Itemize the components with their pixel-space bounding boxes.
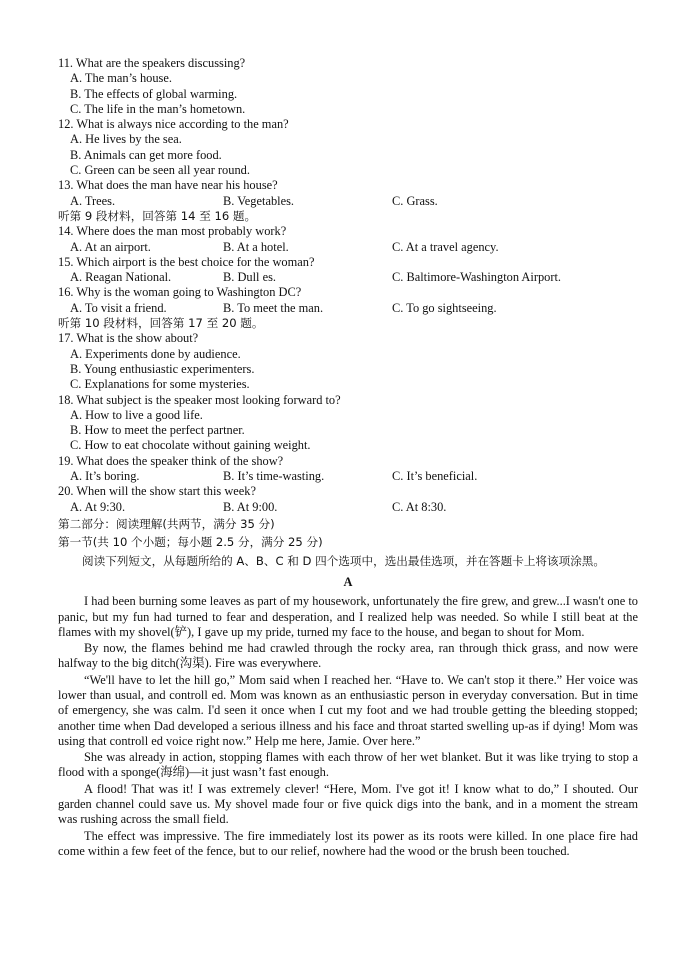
answer-option: A. How to live a good life. <box>70 407 203 422</box>
question-stem: 14. Where does the man most probably work? <box>58 224 287 239</box>
answer-option: C. At 8:30. <box>392 499 447 514</box>
question-stem: 11. What are the speakers discussing? <box>58 56 246 70</box>
question-stem: 12. What is always nice according to the man? <box>58 117 289 132</box>
passage-paragraph: “We'll have to let the hill go,” Mom said when I reached her. “Have to. We can't stop it there.” Her voice was lower than usual, and controll ed. Mom was known as an enthusiastic person in everyday conversation. But in time of emergency, she was calm. I'd seen it once when I cut my foot and we had trouble getting the bleeding stopped; another time when Dad developed a serious illness and his face and throat started swelling up-as if dying! Mom was using that controll ed voice right now.” Help me here, Jamie. Over here.” <box>58 672 638 748</box>
answer-option: C. To go sightseeing. <box>392 300 497 315</box>
answer-option: C. It’s beneficial. <box>392 469 478 484</box>
passage-paragraph: She was already in action, stopping flames with each throw of her wet blanket. But it was like trying to stop a flood with a sponge(海绵)—it just wasn’t fast enough. <box>58 750 638 780</box>
answer-option: B. To meet the man. <box>223 300 324 315</box>
answer-option: C. How to eat chocolate without gaining weight. <box>70 438 311 453</box>
answer-option: C. At a travel agency. <box>392 239 499 254</box>
answer-option: C. Explanations for some mysteries. <box>70 377 250 392</box>
answer-option: A. He lives by the sea. <box>70 132 182 147</box>
option-row <box>58 301 638 316</box>
part2-heading: 第二部分：阅读理解(共两节，满分 35 分) <box>58 516 275 531</box>
question-stem: 13. What does the man have near his house? <box>58 178 278 193</box>
question-stem: 18. What subject is the speaker most looking forward to? <box>58 392 341 407</box>
answer-option: A. At an airport. <box>70 239 151 254</box>
answer-option: B. It’s time-wasting. <box>223 469 325 484</box>
question-stem: 20. When will the show start this week? <box>58 484 256 499</box>
passage-paragraph: The effect was impressive. The fire immediately lost its power as its roots were killed. In one place fire had come within a few feet of the fence, but to our relief, nowhere had the wood or the brush been touched. <box>58 828 638 858</box>
answer-option: B. At a hotel. <box>223 239 289 254</box>
answer-option: A. To visit a friend. <box>70 300 167 315</box>
answer-option: A. Trees. <box>70 193 116 208</box>
answer-option: B. How to meet the perfect partner. <box>70 423 245 438</box>
answer-option: A. Reagan National. <box>70 270 172 285</box>
option-row <box>58 270 638 285</box>
option-row <box>58 194 638 209</box>
passage-title: A <box>343 574 353 589</box>
option-row <box>58 469 638 484</box>
question-stem: 17. What is the show about? <box>58 331 199 346</box>
reading-instructions: 阅读下列短文，从每题所给的 A、B、C 和 D 四个选项中，选出最佳选项，并在答题卡上将该项涂黑。 <box>82 553 605 568</box>
answer-option: B. Vegetables. <box>223 193 295 208</box>
question-stem: 19. What does the speaker think of the show? <box>58 453 284 468</box>
option-row <box>58 240 638 255</box>
listening-questions <box>58 56 638 515</box>
answer-option: B. Dull es. <box>223 270 277 285</box>
option-row <box>58 500 638 515</box>
answer-option: A. At 9:30. <box>70 499 126 514</box>
content-block <box>58 56 638 860</box>
answer-option: C. Grass. <box>392 193 438 208</box>
answer-option: C. Green can be seen all year round. <box>70 163 250 178</box>
listening-section-instruction: 听第 9 段材料，回答第 14 至 16 题。 <box>58 208 257 223</box>
section1-heading: 第一节(共 10 个小题；每小题 2.5 分，满分 25 分) <box>58 534 323 549</box>
listening-section-instruction: 听第 10 段材料，回答第 17 至 20 题。 <box>58 316 264 331</box>
question-stem: 15. Which airport is the best choice for the woman? <box>58 254 315 269</box>
passage-paragraph: A flood! That was it! I was extremely clever! “Here, Mom. I've got it! I know what to do,” I shouted. Our garden channel could save us. My shovel made four or five quick digs into the bank, and in a moment the stream was rushing across the small field. <box>58 781 638 827</box>
answer-option: B. Young enthusiastic experimenters. <box>70 361 255 376</box>
answer-option: B. Animals can get more food. <box>70 147 222 162</box>
answer-option: A. It’s boring. <box>70 469 140 484</box>
passage-paragraph: I had been burning some leaves as part of my housework, unfortunately the fire grew, and grew...I wasn't one to panic, but my fun had turned to fear and desperation, and I realized help was needed. So while I still beat at the flames with my shovel(铲), I gave up my pride, turned my face to the house, and began to shout for Mom. <box>58 594 638 639</box>
answer-option: B. The effects of global warming. <box>70 86 238 101</box>
answer-option: C. Baltimore-Washington Airport. <box>392 270 562 285</box>
answer-option: C. The life in the man’s hometown. <box>70 101 246 116</box>
answer-option: A. The man’s house. <box>70 71 172 86</box>
passage-body <box>58 594 638 859</box>
answer-option: A. Experiments done by audience. <box>70 346 241 361</box>
answer-option: B. At 9:00. <box>223 499 278 514</box>
passage-paragraph: By now, the flames behind me had crawled through the rocky area, ran through thick grass, and now were halfway to the big ditch(沟渠). Fire was everywhere. <box>58 641 638 671</box>
question-stem: 16. Why is the woman going to Washington DC? <box>58 285 302 300</box>
